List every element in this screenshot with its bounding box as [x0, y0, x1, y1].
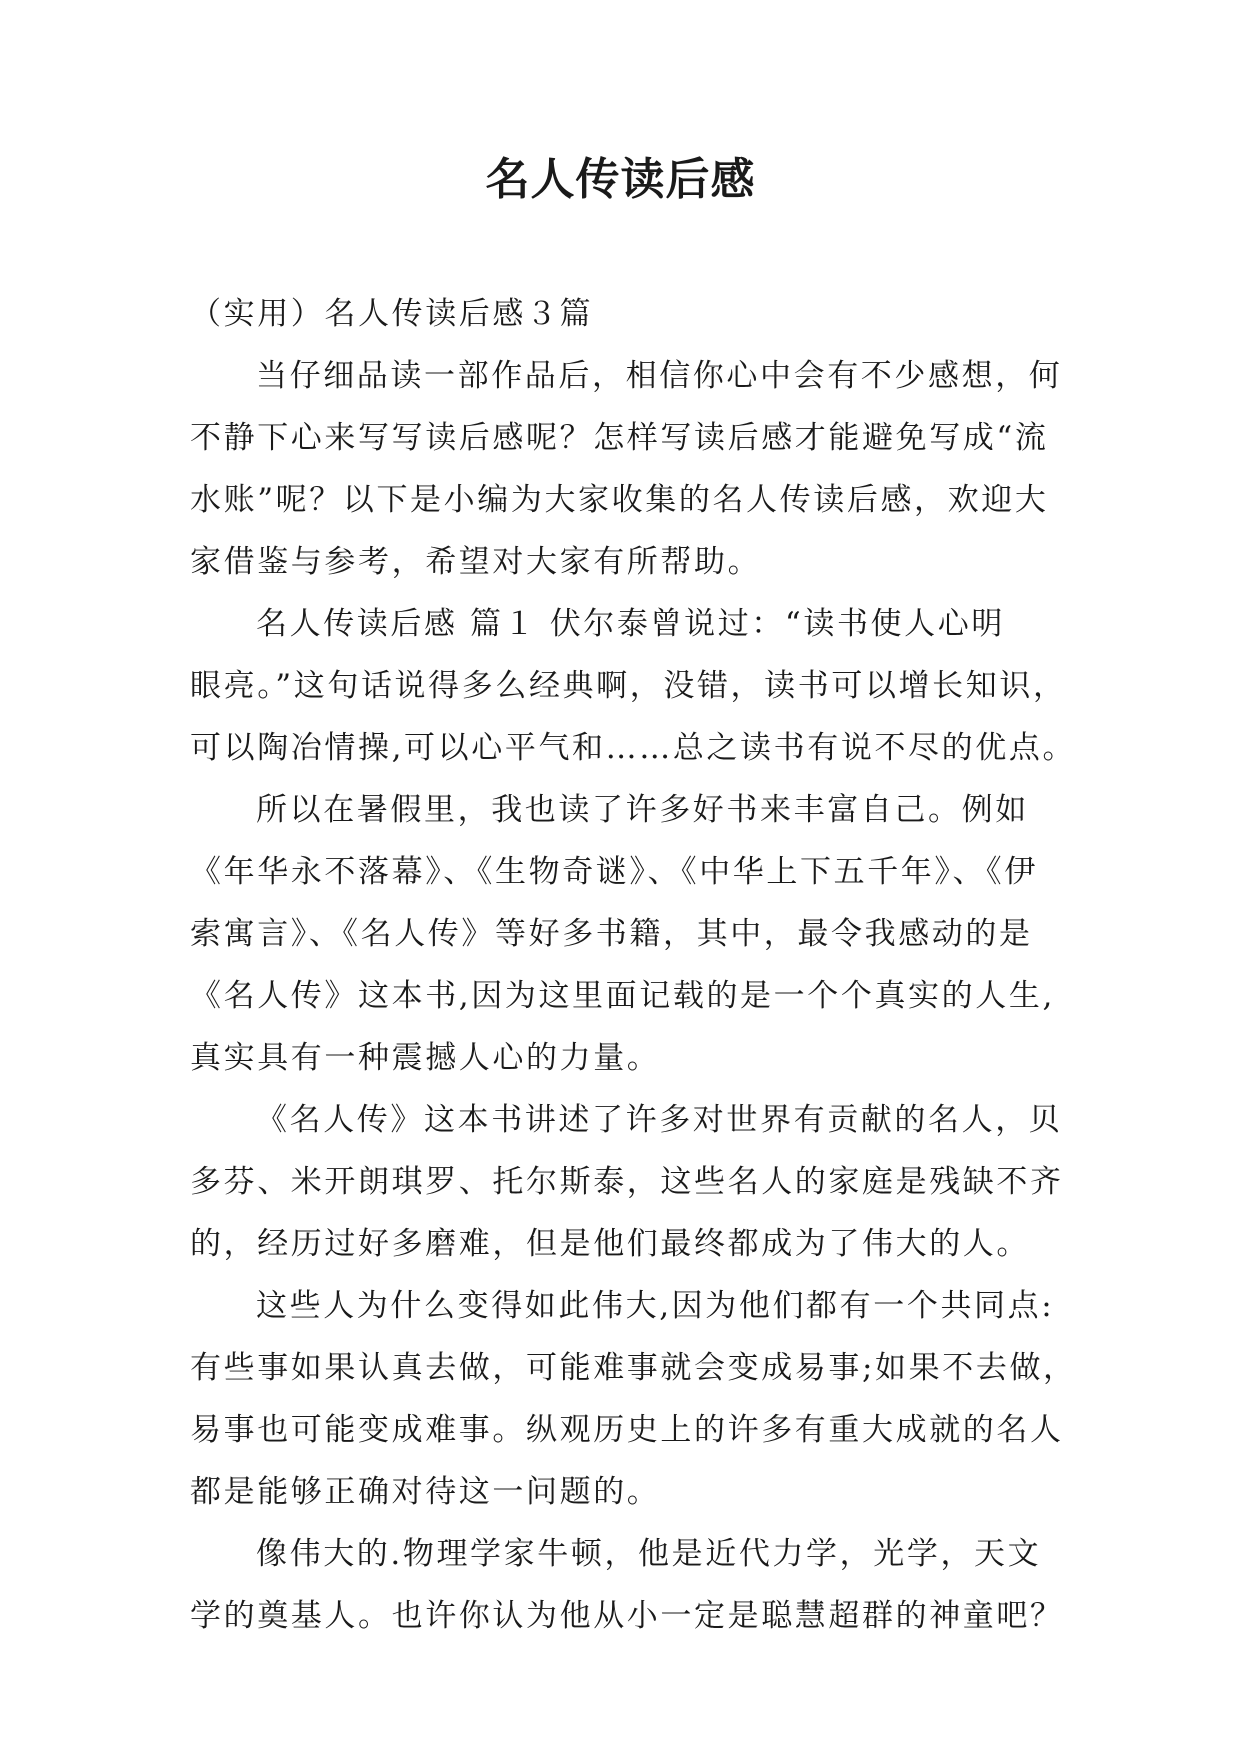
- text-line: 索寓言》、《名人传》等好多书籍，其中，最令我感动的是: [190, 916, 1033, 952]
- text-line: 《年华永不落幕》、《生物奇谜》、《中华上下五千年》、《伊: [190, 854, 1038, 890]
- text-line: 眼亮。”这句话说得多么经典啊，没错，读书可以增长知识，: [190, 668, 1067, 704]
- text-line: 有些事如果认真去做，可能难事就会变成易事;如果不去做，: [190, 1350, 1077, 1386]
- text-line: 《名人传》这本书讲述了许多对世界有贡献的名人，贝: [256, 1102, 1063, 1138]
- text-line: 像伟大的.物理学家牛顿，他是近代力学，光学，天文: [256, 1536, 1042, 1572]
- text-line: 多芬、米开朗琪罗、托尔斯泰，这些名人的家庭是残缺不齐: [190, 1164, 1064, 1200]
- text-line: 家借鉴与参考，希望对大家有所帮助。: [190, 544, 762, 580]
- text-line: 《名人传》这本书,因为这里面记载的是一个个真实的人生,: [190, 978, 1055, 1014]
- text-line: 所以在暑假里，我也读了许多好书来丰富自己。例如: [256, 792, 1029, 828]
- text-line: 这些人为什么变得如此伟大,因为他们都有一个共同点:: [256, 1288, 1055, 1324]
- text-line: 学的奠基人。也许你认为他从小一定是聪慧超群的神童吧？: [190, 1598, 1064, 1634]
- text-line: （实用）名人传读后感３篇: [190, 296, 594, 332]
- document-body: [190, 283, 1077, 1647]
- text-line: 不静下心来写写读后感呢？怎样写读后感才能避免写成“流: [190, 420, 1049, 456]
- text-line: 可以陶冶情操,可以心平气和……总之读书有说不尽的优点。: [190, 730, 1077, 766]
- text-line: 易事也可能变成难事。纵观历史上的许多有重大成就的名人: [190, 1412, 1064, 1448]
- text-line: 真实具有一种震撼人心的力量。: [190, 1040, 661, 1076]
- text-line: 水账”呢？以下是小编为大家收集的名人传读后感，欢迎大: [190, 482, 1049, 518]
- text-line: 都是能够正确对待这一问题的。: [190, 1474, 661, 1510]
- text-line: 当仔细品读一部作品后，相信你心中会有不少感想，何: [256, 358, 1063, 394]
- text-line: 的，经历过好多磨难，但是他们最终都成为了伟大的人。: [190, 1226, 1030, 1262]
- document-title: 名人传读后感: [485, 154, 756, 205]
- text-line: 名人传读后感 篇１ 伏尔泰曾说过：“读书使人心明: [256, 606, 1005, 642]
